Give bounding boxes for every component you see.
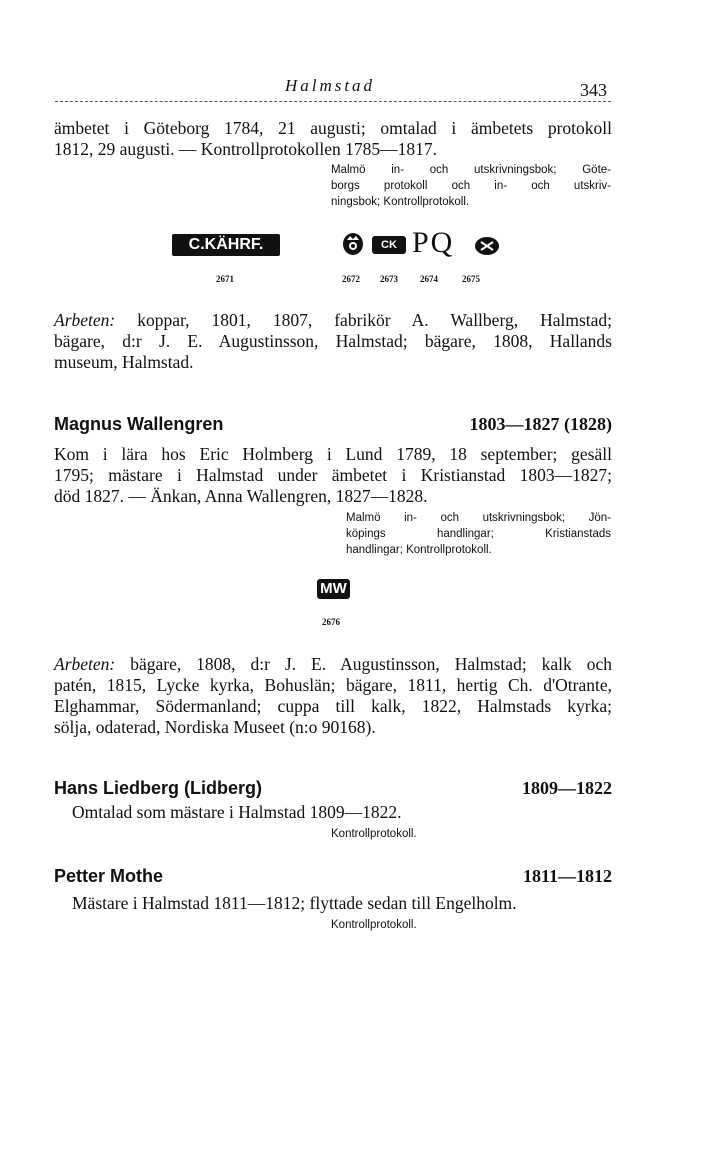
source-line: Kontrollprotokoll. [331, 919, 417, 931]
text-line: 1812, 29 augusti. — Kontrollprotokollen 1785—1817. [54, 139, 438, 159]
maker-name: Hans Liedberg (Lidberg) [54, 778, 263, 798]
mark-number: 2671 [216, 274, 234, 284]
entry-sources [346, 510, 611, 558]
text-line: död 1827. — Änkan, Anna Wallengren, 1827—1828. [54, 486, 428, 506]
text-line [54, 310, 612, 331]
source-line: Malmö in- och utskrivningsbok; Göte- [331, 164, 611, 176]
mark-number: 2674 [420, 274, 438, 284]
crown-shield-icon [342, 230, 364, 256]
text-line [54, 654, 612, 675]
entry-heading [54, 414, 612, 435]
maker-name: Magnus Wallengren [54, 414, 224, 434]
mark-number: 2672 [342, 274, 360, 284]
maker-dates: 1809—1822 [522, 778, 612, 798]
maker-dates: 1811—1812 [522, 866, 612, 886]
entry-heading [54, 866, 612, 887]
header-rule [55, 101, 611, 102]
source-line: handlingar; Kontrollprotokoll. [346, 544, 492, 556]
entry-heading [54, 778, 612, 799]
entry-paragraph [54, 444, 612, 507]
maker-stamp-ckahrf: C.KÄHRF. [172, 234, 280, 256]
glyph-pq: PQ [412, 226, 455, 259]
intro-sources [331, 162, 611, 210]
works-label: Arbeten: [54, 654, 116, 674]
maker-stamp-mw: MW [317, 579, 350, 599]
text-line: sölja, odaterad, Nordiska Museet (n:o 90168). [54, 717, 376, 737]
source-line: Kontrollprotokoll. [331, 828, 417, 840]
text-line: ämbetet i Göteborg 1784, 21 augusti; omtalad i ämbetets protokoll [54, 118, 612, 138]
maker-name: Petter Mothe [54, 866, 164, 886]
text-line: Kom i lära hos Eric Holmberg i Lund 1789, 18 september; gesäll [54, 444, 612, 464]
works-label: Arbeten: [54, 310, 116, 330]
text-line: bägare, d:r J. E. Augustinsson, Halmstad; bägare, 1808, Hallands [54, 331, 612, 351]
entry-paragraph [72, 893, 612, 914]
entry-sources [331, 826, 611, 842]
text-line: Omtalad som mästare i Halmstad 1809—1822. [72, 802, 402, 822]
running-title: Halmstad [284, 76, 376, 95]
text-line: Mästare i Halmstad 1811—1812; flyttade sedan till Engelholm. [72, 893, 517, 913]
works-text: bägare, 1808, d:r J. E. Augustinsson, Halmstad; kalk och [130, 654, 612, 674]
works-paragraph [54, 654, 612, 738]
works-paragraph [54, 310, 612, 373]
intro-paragraph [54, 118, 612, 160]
entry-paragraph [72, 802, 612, 823]
text-line: patén, 1815, Lycke kyrka, Bohuslän; bägare, 1811, hertig Ch. d'Otrante, [54, 675, 612, 695]
source-line: köpings handlingar; Kristianstads [346, 528, 611, 540]
works-text: koppar, 1801, 1807, fabrikör A. Wallberg, Halmstad; [137, 310, 612, 330]
text-line: Elghammar, Södermanland; cuppa till kalk, 1822, Halmstads kyrka; [54, 696, 612, 716]
mark-number: 2676 [322, 617, 340, 627]
mark-number: 2673 [380, 274, 398, 284]
source-line: Malmö in- och utskrivningsbok; Jön- [346, 512, 611, 524]
monogram-ck: CK [372, 236, 406, 254]
source-line: ningsbok; Kontrollprotokoll. [331, 196, 470, 208]
entry-sources [331, 917, 611, 933]
source-line: borgs protokoll och in- och utskriv- [331, 180, 611, 192]
text-line: museum, Halmstad. [54, 352, 194, 372]
text-line: 1795; mästare i Halmstad under ämbetet i Kristianstad 1803—1827; [54, 465, 612, 485]
maker-dates: 1803—1827 (1828) [469, 414, 612, 434]
pine-cone-mark-icon [474, 236, 500, 256]
page-number: 343 [580, 80, 607, 100]
mark-number: 2675 [462, 274, 480, 284]
